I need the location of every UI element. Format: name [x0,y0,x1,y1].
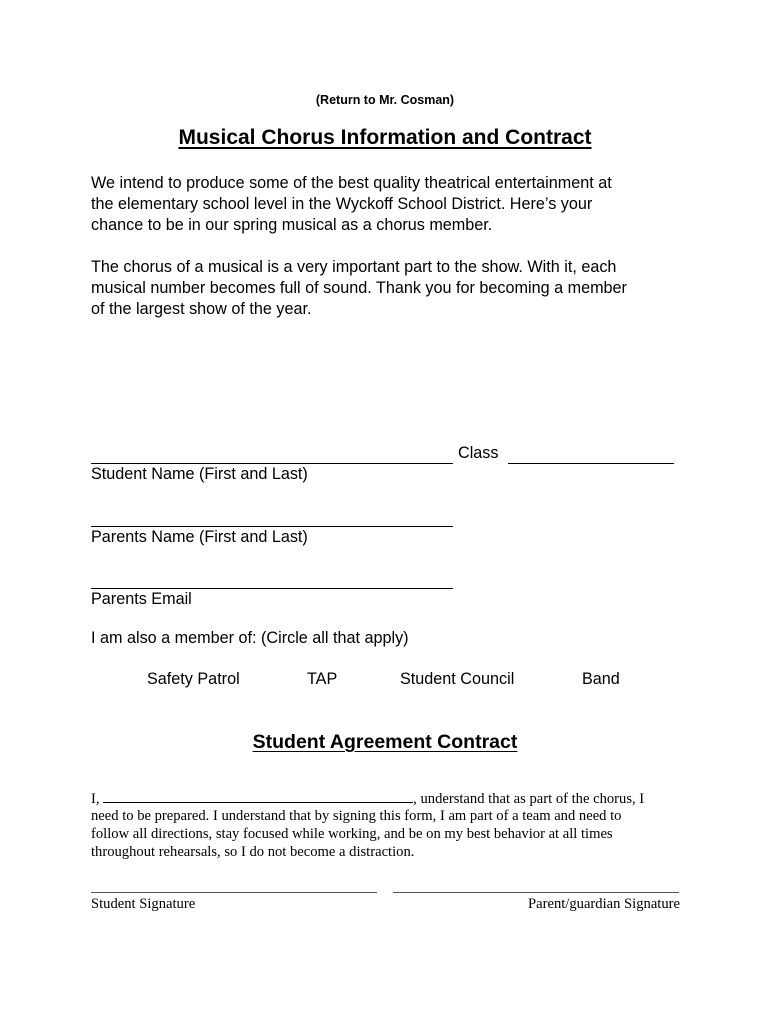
student-name-label: Student Name (First and Last) [91,465,308,483]
agreement-prefix: I, [91,791,100,807]
membership-prompt: I am also a member of: (Circle all that apply) [91,629,409,647]
intro-paragraph-1 [91,173,691,236]
intro-paragraph-2-line: of the largest show of the year. [91,300,312,318]
intro-paragraph-2-line: musical number becomes full of sound. Thank you for becoming a member [91,279,627,297]
return-note: (Return to Mr. Cosman) [315,93,455,107]
contract-title: Student Agreement Contract [252,731,518,753]
option-tap[interactable]: TAP [307,670,338,688]
intro-paragraph-2 [91,257,691,320]
parents-email-field[interactable] [91,588,453,589]
agreement-line-2: need to be prepared. I understand that by signing this form, I am part of a team and need to [91,808,622,824]
parents-name-label: Parents Name (First and Last) [91,528,308,546]
intro-paragraph-2-line: The chorus of a musical is a very important part to the show. With it, each [91,258,617,276]
agreement-name-field[interactable] [103,789,413,803]
parents-email-label: Parents Email [91,590,192,608]
intro-paragraph-1-line: chance to be in our spring musical as a chorus member. [91,216,493,234]
intro-paragraph-1-line: We intend to produce some of the best quality theatrical entertainment at [91,174,612,192]
agreement-suffix: , understand that as part of the chorus, I [413,791,645,807]
agreement-line-1 [91,789,644,808]
agreement-line-4: throughout rehearsals, so I do not become a distraction. [91,844,415,860]
option-safety-patrol[interactable]: Safety Patrol [147,670,240,688]
option-student-council[interactable]: Student Council [400,670,515,688]
parent-signature-label: Parent/guardian Signature [528,896,680,912]
class-label: Class [458,444,499,462]
option-band[interactable]: Band [582,670,620,688]
parents-name-field[interactable] [91,526,453,527]
page-title: Musical Chorus Information and Contract [178,126,592,149]
intro-paragraph-1-line: the elementary school level in the Wyckoff School District. Here’s your [91,195,593,213]
student-signature-label: Student Signature [91,896,196,912]
parent-signature-field[interactable] [393,892,679,893]
class-field[interactable] [508,463,674,464]
agreement-line-3: follow all directions, stay focused while working, and be on my best behavior at all times [91,826,613,842]
student-signature-field[interactable] [91,892,377,893]
student-name-field[interactable] [91,463,453,464]
